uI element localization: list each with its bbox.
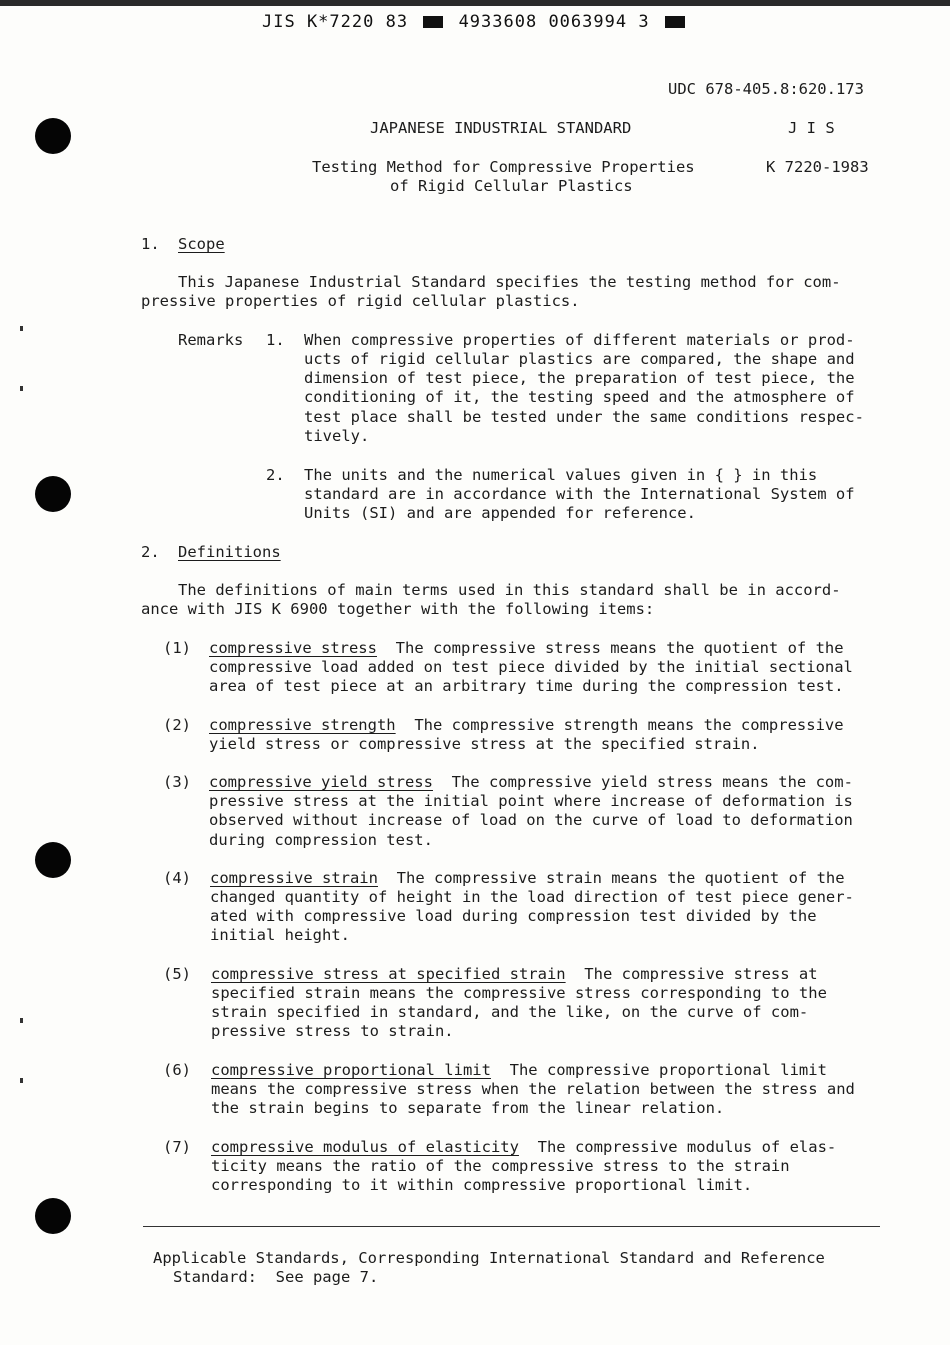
udc-number: UDC 678-405.8:620.173	[668, 80, 864, 98]
definition-line: specified strain means the compressive stress corresponding to the	[211, 984, 827, 1002]
standard-name: JAPANESE INDUSTRIAL STANDARD	[370, 119, 632, 137]
definition-term: compressive yield stress	[209, 773, 433, 791]
item-number: (5)	[163, 965, 191, 983]
remark-number: 2.	[266, 466, 285, 484]
item-number: (7)	[163, 1138, 191, 1156]
remark-line: conditioning of it, the testing speed and the atmosphere of	[304, 388, 855, 406]
punch-hole-icon	[35, 842, 71, 878]
definition-term: compressive proportional limit	[211, 1061, 491, 1079]
catalog-code-left: JIS K*7220 83	[262, 12, 409, 32]
definition-line: ticity means the ratio of the compressive stress to the strain	[211, 1157, 790, 1175]
definition-line: means the compressive stress when the relation between the stress and	[211, 1080, 855, 1098]
definition-term: compressive modulus of elasticity	[211, 1138, 519, 1156]
definition-line: yield stress or compressive stress at the specified strain.	[209, 735, 760, 753]
section-number: 1.	[141, 235, 160, 253]
definition-term: compressive strain	[210, 869, 378, 887]
scan-speck	[20, 326, 23, 331]
definition-line: compressive load added on test piece divided by the initial sectional	[209, 658, 853, 676]
item-number: (2)	[163, 716, 191, 734]
definition-line: observed without increase of load on the curve of load to deformation	[209, 811, 853, 829]
punch-hole-icon	[35, 118, 71, 154]
definition-term: compressive stress at specified strain	[211, 965, 566, 983]
jis-mark: J I S	[788, 119, 835, 137]
remark-line: When compressive properties of different materials or prod-	[304, 331, 855, 349]
barcode-block-icon	[423, 16, 443, 28]
punch-hole-icon	[35, 476, 71, 512]
definition-line: the strain begins to separate from the linear relation.	[211, 1099, 725, 1117]
document-title: Testing Method for Compressive Properties	[312, 158, 695, 176]
document-title-line2: of Rigid Cellular Plastics	[390, 177, 633, 195]
item-number: (6)	[163, 1061, 191, 1079]
definition-line: compressive strain The compressive strain means the quotient of the	[210, 869, 845, 887]
paragraph-line: The definitions of main terms used in this standard shall be in accord-	[178, 581, 841, 599]
remark-line: test place shall be tested under the same conditions respec-	[304, 408, 864, 426]
definition-line: changed quantity of height in the load direction of test piece gener-	[210, 888, 854, 906]
scan-speck	[20, 1018, 23, 1023]
remark-line: Units (SI) and are appended for reference.	[304, 504, 696, 522]
item-number: (1)	[163, 639, 191, 657]
definition-line: compressive stress The compressive stress means the quotient of the	[209, 639, 844, 657]
catalog-code-mid: 4933608 0063994 3	[458, 12, 650, 32]
definition-line: corresponding to it within compressive proportional limit.	[211, 1176, 753, 1194]
remark-line: dimension of test piece, the preparation of test piece, the	[304, 369, 855, 387]
footnote-line: Standard: See page 7.	[173, 1268, 379, 1286]
remark-line: The units and the numerical values given in { } in this	[304, 466, 818, 484]
paragraph-line: This Japanese Industrial Standard specifies the testing method for com-	[178, 273, 841, 291]
definition-term: compressive stress	[209, 639, 377, 657]
footnote-line: Applicable Standards, Corresponding International Standard and Reference	[153, 1249, 825, 1267]
section-number: 2.	[141, 543, 160, 561]
scan-speck	[20, 1078, 23, 1083]
remark-number: 1.	[266, 331, 285, 349]
definition-line: initial height.	[210, 926, 350, 944]
remark-line: tively.	[304, 427, 370, 445]
remark-line: ucts of rigid cellular plastics are compared, the shape and	[304, 350, 855, 368]
standard-designation: K 7220-1983	[766, 158, 869, 176]
item-number: (3)	[163, 773, 191, 791]
paragraph-line: pressive properties of rigid cellular plastics.	[141, 292, 580, 310]
definition-line: compressive strength The compressive strength means the compressive	[209, 716, 844, 734]
item-number: (4)	[163, 869, 191, 887]
section-heading-scope: Scope	[178, 235, 225, 253]
definition-line: compressive yield stress The compressive yield stress means the com-	[209, 773, 853, 791]
punch-hole-icon	[35, 1198, 71, 1234]
scan-speck	[20, 386, 23, 391]
remarks-label: Remarks	[178, 331, 244, 349]
definition-line: strain specified in standard, and the like, on the curve of com-	[211, 1003, 809, 1021]
definition-line: pressive stress to strain.	[211, 1022, 454, 1040]
paragraph-line: ance with JIS K 6900 together with the following items:	[141, 600, 655, 618]
definition-line: area of test piece at an arbitrary time during the compression test.	[209, 677, 844, 695]
definition-line: compressive modulus of elasticity The compressive modulus of elas-	[211, 1138, 837, 1156]
remark-line: standard are in accordance with the International System of	[304, 485, 855, 503]
definition-line: compressive stress at specified strain The compressive stress at	[211, 965, 818, 983]
barcode-block-icon	[665, 16, 685, 28]
definition-line: during compression test.	[209, 831, 433, 849]
scan-top-edge	[0, 0, 950, 6]
section-heading-definitions: Definitions	[178, 543, 281, 561]
definition-line: ated with compressive load during compression test divided by the	[210, 907, 817, 925]
definition-line: pressive stress at the initial point where increase of deformation is	[209, 792, 853, 810]
definition-line: compressive proportional limit The compressive proportional limit	[211, 1061, 827, 1079]
footnote-divider	[143, 1226, 880, 1227]
definition-term: compressive strength	[209, 716, 396, 734]
catalog-code	[262, 12, 689, 32]
